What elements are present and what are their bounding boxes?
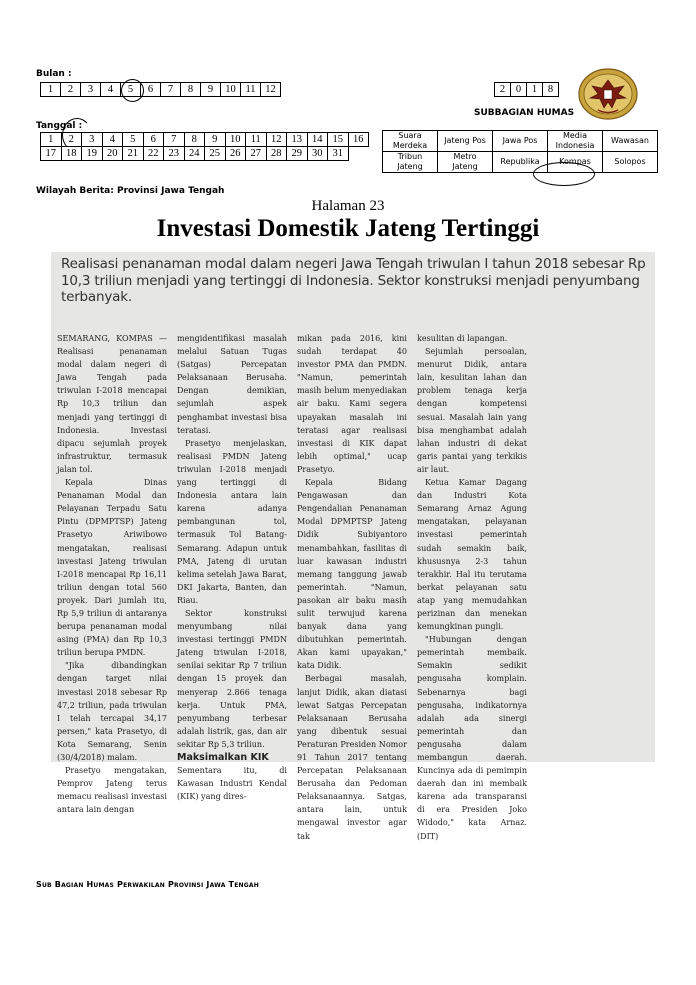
date-cell: 20	[102, 147, 123, 161]
newspaper-clipping	[51, 252, 655, 841]
media-table	[382, 130, 658, 173]
media-cell: Jawa Pos	[493, 131, 548, 152]
month-cell: 11	[241, 83, 261, 97]
date-cell: 5	[123, 133, 144, 147]
article-paragraph: Kepala Bidang Pengawasan dan Pengendalian Penanaman Modal DPMPTSP Jateng Didik Subiyantoro menambahkan, fasilitas di luar kawasan industri memang tanggung jawab pemerintah. "Namun, pasokan air baku masih sulit terwujud karena banyak dana yang dibutuhkan pemerintah. Akan kami upayakan," kata Didik.	[297, 478, 407, 671]
wilayah-berita: Wilayah Berita: Provinsi Jawa Tengah	[36, 186, 225, 196]
month-cell: 5	[121, 83, 141, 97]
article-paragraph: mikan pada 2016, kini sudah terdapat 40 investor PMA dan PMDN. "Namun, pemerintah masih belum menyediakan air baku. Kami segera upayakan masalah ini teratasi agar realisasi investasi di KIK dapat lebih optimal," ucap Prasetyo.	[297, 334, 407, 474]
date-cell: 17	[41, 147, 62, 161]
date-cell: 1	[41, 133, 62, 147]
article-column-1	[57, 332, 167, 843]
media-cell: Suara Merdeka	[383, 131, 438, 152]
date-cell: 28	[266, 147, 287, 161]
garuda-emblem-icon	[578, 68, 638, 120]
media-cell: Solopos	[603, 152, 658, 173]
date-cell: 21	[123, 147, 144, 161]
date-cell: 12	[266, 133, 287, 147]
date-cell: 9	[205, 133, 226, 147]
year-digit-cell: 2	[495, 83, 511, 97]
article-paragraph: Sejumlah persoalan, menurut Didik, antara lain, kesulitan lahan dan problem tenaga kerja dengan kompetensi sesuai. Masalah lain yang bisa menghambat adalah lahan industri di dekat garis pantai yang terkikis air laut.	[417, 347, 527, 474]
date-cell: 22	[143, 147, 164, 161]
article-paragraph: mengidentifikasi masalah melalui Satuan Tugas (Satgas) Percepatan Pelaksanaan Berusaha. Dengan demikian, sejumlah aspek penghambat investasi bisa teratasi.	[177, 334, 287, 435]
article-paragraph: Prasetyo menjelaskan, realisasi PMDN Jateng triwulan I-2018 menjadi yang tertinggi di Indonesia antara lain karena adanya pembangunan tol, termasuk Tol Batang-Semarang. Adapun untuk PMA, Jateng di urutan kelima setelah Jawa Barat, DKI Jakarta, Banten, dan Riau.	[177, 438, 287, 605]
date-cell: 25	[205, 147, 226, 161]
date-cell: 26	[225, 147, 246, 161]
media-cell: Kompas	[548, 152, 603, 173]
month-cell: 3	[81, 83, 101, 97]
date-cell: 10	[225, 133, 246, 147]
date-cell: 14	[307, 133, 328, 147]
month-cell: 6	[141, 83, 161, 97]
month-cell: 2	[61, 83, 81, 97]
tanggal-label: Tanggal :	[36, 121, 83, 131]
year-digit-cell: 0	[511, 83, 527, 97]
date-selection-circle	[62, 118, 92, 152]
date-cell: 2	[61, 133, 82, 147]
date-cell: 15	[328, 133, 349, 147]
month-cell: 8	[181, 83, 201, 97]
article-paragraph: Prasetyo mengatakan, Pemprov Jateng terus memacu realisasi investasi antara lain dengan	[57, 766, 167, 815]
year-digit-cell: 8	[543, 83, 559, 97]
article-columns	[57, 332, 651, 843]
media-cell: Tribun Jateng	[383, 152, 438, 173]
article-subhead: Maksimalkan KIK	[177, 752, 269, 763]
article-paragraph: "Hubungan dengan pemerintah membaik. Semakin sedikit pengusaha komplain. Sebenarnya bagi pengusaha, indikatornya adalah ada sinergi pemerintah dan pengusaha dalam membangun daerah. Kuncinya ada di pemimpin daerah dan ini membaik karena ada transparansi di era Presiden Joko Widodo," kata Arnaz. (DIT)	[417, 635, 527, 841]
bulan-label: Bulan :	[36, 69, 72, 79]
media-cell: Republika	[493, 152, 548, 173]
month-cell: 9	[201, 83, 221, 97]
article-paragraph: kesulitan di lapangan.	[417, 334, 508, 343]
article-paragraph: Ketua Kamar Dagang dan Industri Kota Semarang Arnaz Agung mengatakan, pelayanan investasi pemerintah sudah semakin baik, khususnya 2-3 tahun terakhir. Hal itu terutama berkat pelayanan satu atap yang memudahkan perizinan dan menekan kemungkinan pungli.	[417, 478, 527, 632]
date-cell: 30	[307, 147, 328, 161]
article-paragraph: Sementara itu, di Kawasan Industri Kendal (KIK) yang dires-	[177, 766, 287, 802]
date-cell: 4	[102, 133, 123, 147]
date-cell: 31	[328, 147, 349, 161]
date-cell: 16	[348, 133, 369, 147]
page-number: Halaman 23	[311, 198, 385, 214]
footer-text: Sub Bagian Humas Perwakilan Provinsi Jawa Tengah	[36, 880, 259, 889]
article-paragraph: "Jika dibandingkan dengan target nilai investasi 2018 sebesar Rp 47,2 triliun, pada triwulan I telah tercapai 34,17 persen," kata Prasetyo, di Kota Semarang, Senin (30/4/2018) malam.	[57, 661, 167, 762]
article-column-4	[417, 332, 527, 843]
media-cell: Jateng Pos	[438, 131, 493, 152]
date-cell: 18	[61, 147, 82, 161]
article-column-2	[177, 332, 287, 843]
media-cell: Media Indonesia	[548, 131, 603, 152]
date-cell: 6	[143, 133, 164, 147]
date-cell: 8	[184, 133, 205, 147]
month-cell: 1	[41, 83, 61, 97]
year-digit-cell: 1	[527, 83, 543, 97]
month-cell: 12	[261, 83, 281, 97]
date-cell: 3	[82, 133, 103, 147]
media-cell: Metro Jateng	[438, 152, 493, 173]
article-lead: Realisasi penanaman modal dalam negeri Jawa Tengah triwulan I tahun 2018 sebesar Rp 10,3 triliun menjadi yang tertinggi di Indonesia. Sektor konstruksi menjadi penyumbang terbanyak.	[61, 256, 646, 305]
year-table	[494, 82, 559, 97]
date-cell: 27	[246, 147, 267, 161]
date-cell: 24	[184, 147, 205, 161]
article-paragraph: Sektor konstruksi menyumbang nilai investasi tertinggi PMDN Jateng triwulan I-2018, senilai sekitar Rp 7 triliun dengan 15 proyek dan menyerap 2.866 tenaga kerja. Untuk PMA, penyumbang terbesar adalah listrik, gas, dan air sekitar Rp 5,3 triliun.	[177, 608, 287, 749]
article-column-3	[297, 332, 407, 843]
month-cell: 10	[221, 83, 241, 97]
date-cell: 29	[287, 147, 308, 161]
date-cell: 11	[246, 133, 267, 147]
article-paragraph: SEMARANG, KOMPAS — Realisasi penanaman modal dalam negeri di Jawa Tengah pada triwulan I-2018 mencapai Rp 10,3 triliun dan menjadi yang tertinggi di Indonesia. Investasi dipacu sejumlah proyek infrastruktur, termasuk jalan tol.	[57, 334, 167, 474]
unit-label: SUBBAGIAN HUMAS	[474, 108, 575, 118]
media-selection-circle	[533, 162, 595, 186]
article-paragraph: Kepala Dinas Penanaman Modal dan Pelayanan Terpadu Satu Pintu (DPMPTSP) Jateng Prasetyo Ariwibowo mengatakan, realisasi investasi Jateng triwulan I-2018 mencapai Rp 16,11 triliun dengan total 560 proyek. Dari jumlah itu, Rp 5,9 triliun di antaranya berupa penanaman modal asing (PMA) dan Rp 10,3 triliun berupa PMDN.	[57, 478, 167, 658]
date-cell: 19	[82, 147, 103, 161]
date-cell: 7	[164, 133, 185, 147]
month-selection-circle	[121, 79, 144, 102]
headline: Investasi Domestik Jateng Tertinggi	[156, 215, 540, 242]
media-cell: Wawasan	[603, 131, 658, 152]
article-paragraph: Berbagai masalah, lanjut Didik, akan diatasi lewat Satgas Percepatan Pelaksanaan Berusaha yang dibentuk sesuai Peraturan Presiden Nomor 91 Tahun 2017 tentang Percepatan Pelaksanaan Berusaha dan Pedoman Pelaksanaannya. Satgas, antara lain, untuk mengawal investor agar tak	[297, 674, 407, 841]
month-cell: 4	[101, 83, 121, 97]
month-table	[40, 82, 281, 97]
date-cell: 13	[287, 133, 308, 147]
date-cell: 23	[164, 147, 185, 161]
month-cell: 7	[161, 83, 181, 97]
